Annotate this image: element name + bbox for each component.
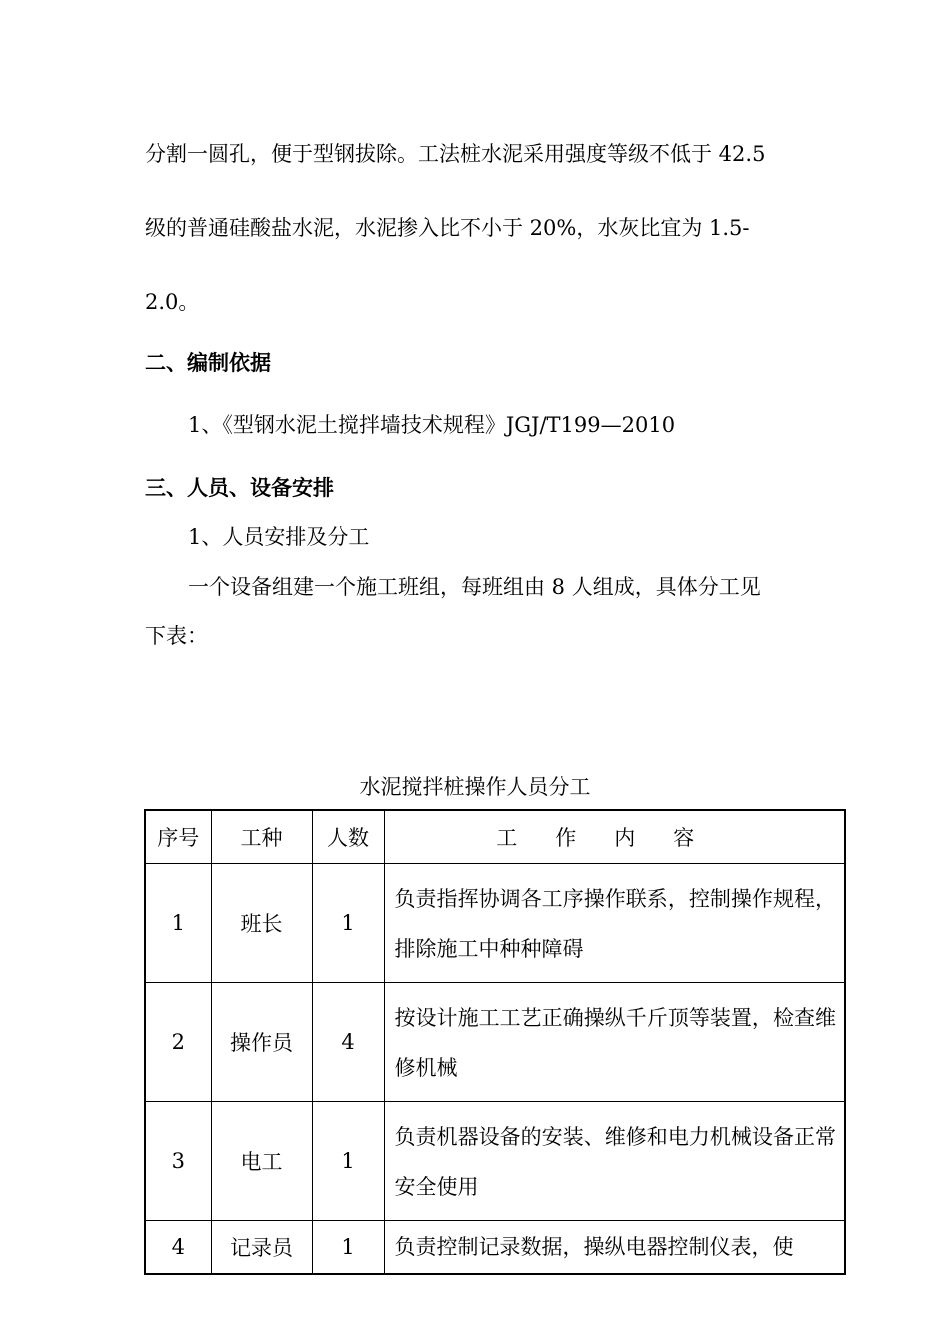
cell-count: 1: [312, 864, 384, 983]
table-row: [145, 1221, 845, 1275]
cell-count: 1: [312, 1102, 384, 1221]
header-type: 工种: [211, 810, 312, 864]
subsection-heading: 1、人员安排及分工: [188, 525, 370, 549]
cell-count: 1: [312, 1221, 384, 1275]
cell-no: 4: [145, 1221, 211, 1275]
cell-type: 操作员: [211, 983, 312, 1102]
cell-type: 记录员: [211, 1221, 312, 1275]
body-paragraph-line: 下表：: [145, 624, 208, 648]
table-row: [145, 864, 845, 983]
table-row: [145, 983, 845, 1102]
body-paragraph-line: 2.0。: [145, 290, 200, 314]
cell-content: 负责指挥协调各工序操作联系，控制操作规程，排除施工中种种障碍: [384, 864, 845, 983]
section-heading-staffing: 三、人员、设备安排: [145, 476, 334, 500]
header-content-label: 工作内容: [496, 826, 733, 850]
cell-content: 负责控制记录数据，操纵电器控制仪表，使: [384, 1221, 845, 1275]
table-row: [145, 1102, 845, 1221]
section-heading-basis: 二、编制依据: [145, 351, 271, 375]
body-paragraph-line: 一个设备组建一个施工班组，每班组由 8 人组成，具体分工见: [188, 575, 761, 599]
header-content: [384, 810, 845, 864]
header-count: 人数: [312, 810, 384, 864]
cell-no: 3: [145, 1102, 211, 1221]
reference-item: 1、《型钢水泥土搅拌墙技术规程》JGJ/T199—2010: [188, 413, 676, 437]
cell-content: 按设计施工工艺正确操纵千斤顶等装置，检查维修机械: [384, 983, 845, 1102]
table-header-row: [145, 810, 845, 864]
cell-type: 班长: [211, 864, 312, 983]
cell-type: 电工: [211, 1102, 312, 1221]
table-title: 水泥搅拌桩操作人员分工: [359, 775, 591, 799]
staff-table: [144, 809, 846, 1275]
body-paragraph-line: 级的普通硅酸盐水泥，水泥掺入比不小于 20%，水灰比宜为 1.5-: [145, 216, 750, 240]
cell-count: 4: [312, 983, 384, 1102]
cell-content: 负责机器设备的安装、维修和电力机械设备正常安全使用: [384, 1102, 845, 1221]
body-paragraph-line: 分割一圆孔，便于型钢拔除。工法桩水泥采用强度等级不低于 42.5: [145, 142, 766, 166]
header-no: 序号: [145, 810, 211, 864]
cell-no: 1: [145, 864, 211, 983]
cell-no: 2: [145, 983, 211, 1102]
